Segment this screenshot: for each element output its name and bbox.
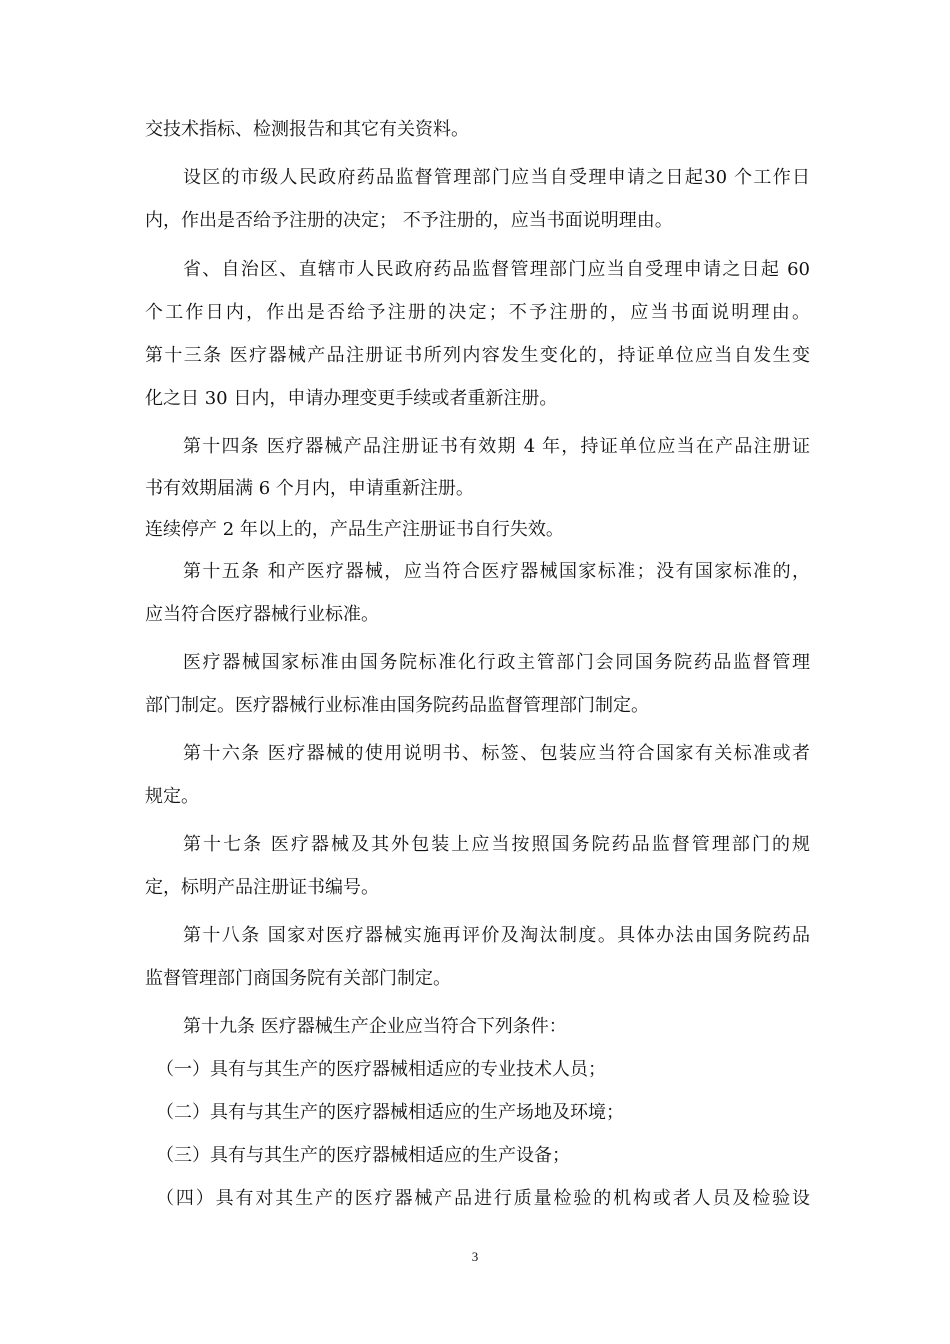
text-line: 第十五条 和产医疗器械，应当符合医疗器械国家标准；没有国家标准的， xyxy=(183,561,810,582)
list-item: （一）具有与其生产的医疗器械相适应的专业技术人员； xyxy=(156,1059,606,1080)
text-line: 监督管理部门商国务院有关部门制定。 xyxy=(145,968,451,989)
text-line: 规定。 xyxy=(145,786,199,807)
text-line: 第十六条 医疗器械的使用说明书、标签、包装应当符合国家有关标准或者 xyxy=(183,743,810,764)
text-line: 个工作日内，作出是否给予注册的决定；不予注册的，应当书面说明理由。 xyxy=(145,302,810,323)
text-line: 第十八条 国家对医疗器械实施再评价及淘汰制度。具体办法由国务院药品 xyxy=(183,925,810,946)
text-line: 连续停产 2 年以上的，产品生产注册证书自行失效。 xyxy=(145,519,564,540)
text-line: 设区的市级人民政府药品监督管理部门应当自受理申请之日起30 个工作日 xyxy=(183,167,810,188)
list-item: （二）具有与其生产的医疗器械相适应的生产场地及环境； xyxy=(156,1102,624,1123)
text-line: 第十七条 医疗器械及其外包装上应当按照国务院药品监督管理部门的规 xyxy=(183,834,810,855)
text-line: 医疗器械国家标准由国务院标准化行政主管部门会同国务院药品监督管理 xyxy=(183,652,810,673)
text-line: 部门制定。医疗器械行业标准由国务院药品监督管理部门制定。 xyxy=(145,695,649,716)
text-line: 第十三条 医疗器械产品注册证书所列内容发生变化的，持证单位应当自发生变 xyxy=(145,345,810,366)
list-item: （四）具有对其生产的医疗器械产品进行质量检验的机构或者人员及检验设 xyxy=(156,1188,810,1209)
text-line: 化之日 30 日内，申请办理变更手续或者重新注册。 xyxy=(145,388,558,409)
text-line: 第十九条 医疗器械生产企业应当符合下列条件： xyxy=(183,1016,567,1037)
text-line: 定，标明产品注册证书编号。 xyxy=(145,877,379,898)
text-line: 省、自治区、直辖市人民政府药品监督管理部门应当自受理申请之日起 60 xyxy=(183,259,810,280)
text-line: 书有效期届满 6 个月内，申请重新注册。 xyxy=(145,478,474,499)
page-number: 3 xyxy=(471,1249,479,1264)
list-item: （三）具有与其生产的医疗器械相适应的生产设备； xyxy=(156,1145,570,1166)
text-line: 第十四条 医疗器械产品注册证书有效期 4 年，持证单位应当在产品注册证 xyxy=(183,436,810,457)
text-line: 内，作出是否给予注册的决定； 不予注册的，应当书面说明理由。 xyxy=(145,210,673,231)
text-line: 交技术指标、检测报告和其它有关资料。 xyxy=(145,119,469,140)
text-line: 应当符合医疗器械行业标准。 xyxy=(145,604,379,625)
